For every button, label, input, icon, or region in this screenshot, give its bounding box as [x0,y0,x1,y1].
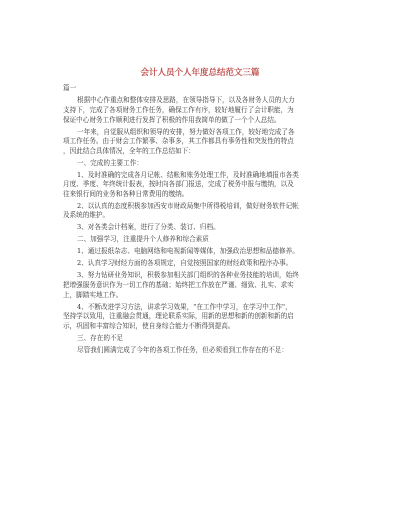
text-line: 一、完成的主要工作： [77,158,143,167]
text-line: 三、存在的不足 [77,333,124,342]
text-line: 1、及时准确的完成各月记帐、结帐和账务处理工作，及时准确地填报市各类 [77,170,299,179]
document-title: 会计人员个人年度总结范文三篇 [140,68,260,78]
text-line: 保证中心财务工作顺利进行发挥了积极的作用我简单的做了一个个人总结。 [63,115,281,124]
text-line: 支持下，完成了各项财务工作任务，确保工作有序，较好地履行了会计职能，为 [63,105,294,114]
text-line: 4、不断改进学习方法，讲求学习效果，"在工作中学习，在学习中工作"， [77,302,292,311]
text-line: 坚持学以致用，注重融会贯通，理论联系实际，用新的思想和新的创新和新的启 [63,312,294,321]
text-line: 3、努力钻研业务知识，积极参加相关部门组织的各种业务技能的培训，始终 [77,271,299,280]
text-line: 示，巩固和丰富综合知识，使自身综合能力不断得到提高。 [63,321,235,330]
text-line: 项工作任务。由于财会工作繁事、杂事多，其工作都具有事务性和突发性的特点 [63,137,294,146]
text-line: 3、对各类会计档案，进行了分类、装订、归档。 [77,223,220,232]
document-body [63,82,343,355]
text-line: 尽管我们圆满完成了今年的各项工作任务，但必须看到工作存在的不足： [77,345,288,354]
text-line: 根据中心作重点和整体安排及思路，在领导指导下，以及各财务人员的大力 [77,96,295,105]
text-line: 上，脚踏实地工作。 [63,290,123,299]
text-line: 一年来，自觉服从组织和领导的安排，努力做好各项工作，较好地完成了各 [77,127,295,136]
text-line: 把增强服务意识作为一切工作的基础；始终把工作放在严谨、细致、扎实、求实 [63,280,294,289]
text-line: 及系统的维护。 [63,211,110,220]
text-line: 二、加强学习，注重提升个人修养和综合素质 [77,235,209,244]
text-line: 2、以认真的态度积极参加西安市财政局集中所得税培训，做好财务软件记帐 [77,201,299,210]
text-line: 篇一 [63,84,77,93]
text-line: ，因此结合具体情况，全年的工作总结如下： [63,146,195,155]
text-line: 1、通过报纸杂志、电脑网络和电视新闻等媒体，加强政治思想和品德修养。 [77,247,299,256]
text-line: 往来银行间的业务和各种日常费用的缴纳。 [63,189,189,198]
text-line: 月度、季度、年终统计报表，按时向各部门报送，完成了税务申报与缴纳，以及 [63,180,294,189]
text-line: 2、认真学习财经方面的各项规定，自觉按照国家的财经政策和程序办事。 [77,259,293,268]
